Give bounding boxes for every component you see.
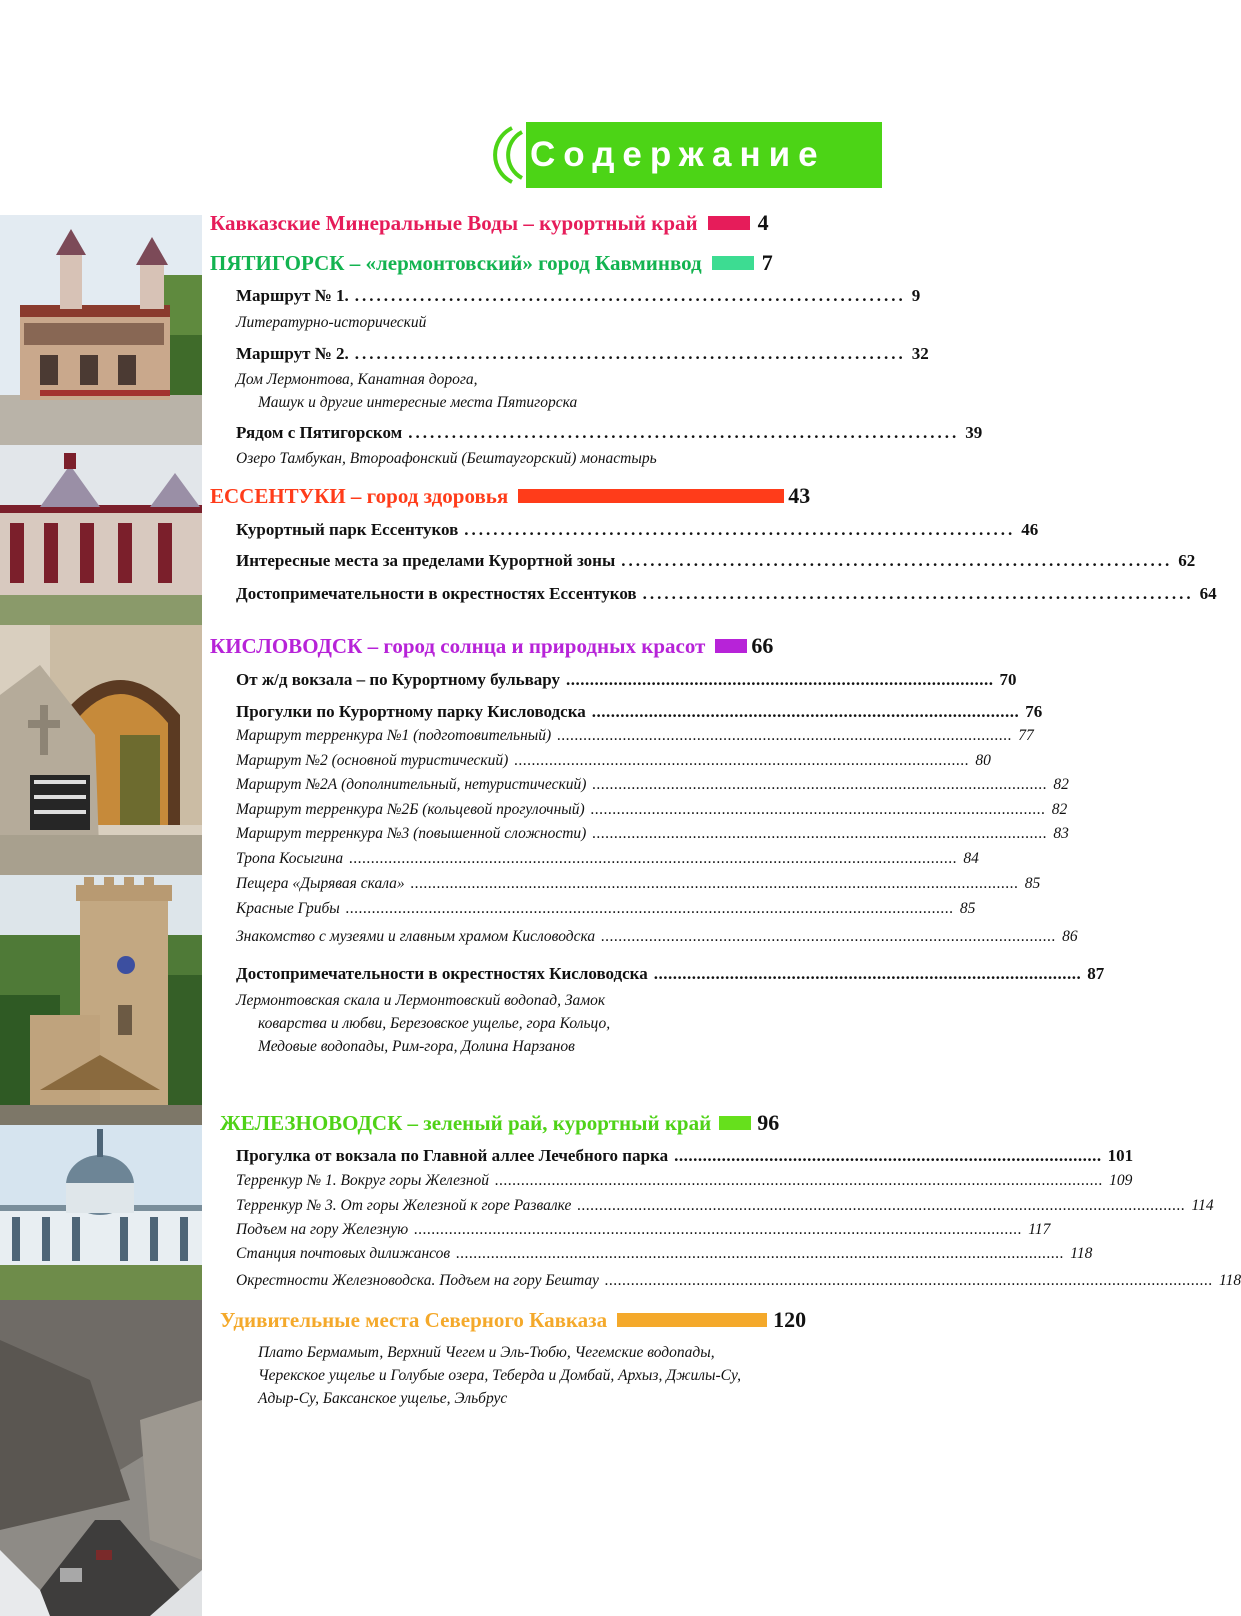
- dot-leader: ...........................................................................................................................................: [495, 1172, 1104, 1189]
- pyatigorsk-building-photo: [0, 215, 202, 445]
- toc-entry-kis-museums[interactable]: [236, 928, 1078, 946]
- section-kislovodsk-bar: [715, 639, 747, 653]
- entry-page: 32: [911, 344, 929, 363]
- entry-label: Достопримечательности в окрестностях Ессентуков: [236, 584, 637, 603]
- entry-label: Достопримечательности в окрестностях Кисловодска: [236, 964, 648, 983]
- entry-label: Знакомство с музеями и главным храмом Кисловодска: [236, 928, 596, 945]
- note-north-caucasus-line2: Черекское ущелье и Голубые озера, Теберда и Домбай, Архыз, Джилы-Су,: [258, 1367, 741, 1384]
- section-essentuki-title: ЕССЕНТУКИ – город здоровья: [210, 483, 509, 508]
- dot-leader: ............................................................................: [354, 286, 906, 305]
- entry-page: 82: [1053, 776, 1069, 793]
- dot-leader: ............................................................................: [408, 423, 960, 442]
- note-kis-surroundings-line1: Лермонтовская скала и Лермонтовский водопад, Замок: [236, 992, 606, 1009]
- contents-header: [498, 122, 882, 188]
- entry-label: Маршрут терренкура №2Б (кольцевой прогулочный): [236, 801, 585, 818]
- section-zheleznovodsk-page: 96: [757, 1110, 780, 1135]
- section-north-caucasus[interactable]: [220, 1305, 806, 1335]
- entry-label: Маршрут № 1.: [236, 286, 349, 305]
- entry-label: Маршрут № 2.: [236, 344, 349, 363]
- entry-page: 83: [1053, 825, 1069, 842]
- section-kislovodsk-page: 66: [751, 633, 774, 658]
- dot-leader: ...........................................................................................................................................: [345, 900, 954, 917]
- entry-label: Прогулка от вокзала по Главной аллее Лечебного парка: [236, 1146, 669, 1165]
- entry-label: Тропа Косыгина: [236, 850, 344, 867]
- toc-entry-kis-cave[interactable]: [236, 875, 1041, 893]
- entry-page: 114: [1191, 1197, 1214, 1214]
- dot-leader: ...........................................................................................................................................: [604, 1272, 1213, 1289]
- toc-entry-kis-boulevard[interactable]: [236, 670, 1017, 690]
- toc-entry-zhel-walk[interactable]: [236, 1146, 1134, 1166]
- entry-page: 64: [1199, 584, 1217, 603]
- toc-entry-pyat-route2[interactable]: [236, 344, 929, 364]
- entry-page: 9: [911, 286, 921, 305]
- section-pyatigorsk-title: ПЯТИГОРСК – «лермонтовский» город Кавминвод: [210, 250, 702, 275]
- entry-page: 70: [999, 670, 1017, 689]
- section-essentuki[interactable]: [210, 481, 810, 511]
- dot-leader: ........................................................................................................: [557, 727, 1013, 744]
- entry-label: Маршрут терренкура №3 (повышенной сложности): [236, 825, 587, 842]
- dot-leader: ...........................................................................................................................................: [456, 1245, 1065, 1262]
- toc-entry-zhel-trail3[interactable]: [236, 1197, 1214, 1215]
- toc-entry-zhel-trail1[interactable]: [236, 1172, 1133, 1190]
- dot-leader: ..........................................................................................: [653, 964, 1082, 983]
- dot-leader: ...........................................................................................................................................: [577, 1197, 1186, 1214]
- note-north-caucasus-line3: Адыр-Су, Баксанское ущелье, Эльбрус: [258, 1390, 508, 1407]
- section-essentuki-bar: [518, 489, 784, 503]
- entry-label: Интересные места за пределами Курортной зоны: [236, 551, 616, 570]
- dot-leader: ............................................................................: [642, 584, 1194, 603]
- entry-page: 87: [1087, 964, 1105, 983]
- section-kmv-page: 4: [757, 210, 769, 235]
- dot-leader: ...........................................................................................................................................: [410, 875, 1019, 892]
- contents-title: Содержание: [530, 135, 826, 174]
- entry-page: 109: [1109, 1172, 1133, 1189]
- entry-page: 84: [963, 850, 979, 867]
- entry-page: 62: [1178, 551, 1196, 570]
- entry-page: 86: [1062, 928, 1078, 945]
- entry-label: Рядом с Пятигорском: [236, 423, 403, 442]
- toc-entry-ess-surroundings[interactable]: [236, 584, 1217, 604]
- entry-label: Прогулки по Курортному парку Кисловодска: [236, 702, 586, 721]
- section-pyatigorsk[interactable]: [210, 248, 773, 278]
- note-kis-surroundings-line2: коварства и любви, Березовское ущелье, гора Кольцо,: [258, 1015, 611, 1032]
- toc-entry-kis-route1[interactable]: [236, 727, 1034, 745]
- toc-entry-pyat-route1[interactable]: [236, 286, 921, 306]
- section-north-caucasus-title: Удивительные места Северного Кавказа: [220, 1307, 608, 1332]
- zheleznovodsk-gallery-photo: [0, 1125, 202, 1300]
- dot-leader: ............................................................................: [354, 344, 906, 363]
- toc-entry-kis-route2b[interactable]: [236, 801, 1068, 819]
- section-kislovodsk-title: КИСЛОВОДСК – город солнца и природных красот: [210, 633, 706, 658]
- toc-entry-kis-route2[interactable]: [236, 752, 991, 770]
- note-pyat-route2-line1: Дом Лермонтова, Канатная дорога,: [236, 371, 478, 388]
- toc-entry-ess-park[interactable]: [236, 520, 1039, 540]
- entry-page: 101: [1107, 1146, 1134, 1165]
- entry-label: Красные Грибы: [236, 900, 340, 917]
- entry-label: От ж/д вокзала – по Курортному бульвару: [236, 670, 561, 689]
- dot-leader: ..........................................................................................: [674, 1146, 1102, 1165]
- entry-page: 118: [1218, 1272, 1241, 1289]
- toc-entry-kis-red-mushrooms[interactable]: [236, 900, 976, 918]
- mountain-road-photo: [0, 1300, 202, 1616]
- note-pyat-nearby: Озеро Тамбукан, Второафонский (Бештаугорский) монастырь: [236, 450, 657, 467]
- toc-entry-zhel-beshtau[interactable]: [236, 1272, 1241, 1290]
- section-north-caucasus-page: 120: [773, 1307, 807, 1332]
- entry-page: 118: [1070, 1245, 1093, 1262]
- note-north-caucasus-line1: Плато Бермамыт, Верхний Чегем и Эль-Тюбю, Чегемские водопады,: [258, 1344, 715, 1361]
- kislovodsk-castle-tower-photo: [0, 875, 202, 1125]
- entry-label: Терренкур № 3. От горы Железной к горе Развалке: [236, 1197, 572, 1214]
- toc-entry-zhel-postal-station[interactable]: [236, 1245, 1093, 1263]
- toc-entry-pyat-nearby[interactable]: [236, 423, 983, 443]
- entry-page: 46: [1021, 520, 1039, 539]
- note-pyat-route1: Литературно-исторический: [236, 314, 427, 331]
- toc-entry-kis-route3[interactable]: [236, 825, 1069, 843]
- kislovodsk-arch-photo: [0, 625, 202, 875]
- section-kislovodsk[interactable]: [210, 631, 773, 661]
- dot-leader: ............................................................................: [621, 551, 1173, 570]
- entry-label: Подъем на гору Железную: [236, 1221, 409, 1238]
- toc-entry-kis-kosygin-trail[interactable]: [236, 850, 979, 868]
- dot-leader: ..........................................................................................: [591, 702, 1020, 721]
- entry-label: Маршрут №2 (основной туристический): [236, 752, 509, 769]
- entry-label: Пещера «Дырявая скала»: [236, 875, 405, 892]
- toc-entry-kis-route2a[interactable]: [236, 776, 1069, 794]
- dot-leader: ........................................................................................................: [590, 801, 1046, 818]
- section-kmv-bar: [708, 216, 750, 230]
- dot-leader: ...........................................................................................................................................: [414, 1221, 1023, 1238]
- entry-label: Терренкур № 1. Вокруг горы Железной: [236, 1172, 490, 1189]
- section-zheleznovodsk[interactable]: [220, 1108, 779, 1138]
- entry-page: 82: [1051, 801, 1068, 818]
- section-pyatigorsk-page: 7: [761, 250, 773, 275]
- toc-entry-kis-park-walks[interactable]: [236, 702, 1043, 722]
- entry-page: 117: [1028, 1221, 1051, 1238]
- entry-label: Маршрут терренкура №1 (подготовительный): [236, 727, 552, 744]
- entry-label: Маршрут №2А (дополнительный, нетуристический): [236, 776, 587, 793]
- entry-page: 76: [1025, 702, 1043, 721]
- essentuki-pavilion-photo: [0, 445, 202, 625]
- section-kmv-title: Кавказские Минеральные Воды – курортный край: [210, 210, 698, 235]
- dot-leader: ........................................................................................................: [592, 825, 1048, 842]
- entry-label: Окрестности Железноводска. Подъем на гору Бештау: [236, 1272, 599, 1289]
- entry-page: 39: [965, 423, 983, 442]
- entry-page: 80: [975, 752, 991, 769]
- note-kis-surroundings-line3: Медовые водопады, Рим-гора, Долина Нарзанов: [258, 1038, 575, 1055]
- note-pyat-route2-line2: Машук и другие интересные места Пятигорска: [258, 394, 578, 411]
- dot-leader: ........................................................................................................: [592, 776, 1048, 793]
- entry-page: 85: [1024, 875, 1041, 892]
- dot-leader: ...........................................................................................................................................: [349, 850, 958, 867]
- entry-page: 85: [959, 900, 976, 917]
- dot-leader: ........................................................................................................: [514, 752, 970, 769]
- section-essentuki-page: 43: [788, 483, 811, 508]
- section-zheleznovodsk-title: ЖЕЛЕЗНОВОДСК – зеленый рай, курортный край: [220, 1110, 712, 1135]
- toc-entry-ess-outside[interactable]: [236, 551, 1196, 571]
- entry-label: Станция почтовых дилижансов: [236, 1245, 451, 1262]
- entry-page: 77: [1018, 727, 1034, 744]
- dot-leader: ........................................................................................................: [601, 928, 1057, 945]
- section-zheleznovodsk-bar: [719, 1116, 751, 1130]
- entry-label: Курортный парк Ессентуков: [236, 520, 459, 539]
- dot-leader: ............................................................................: [464, 520, 1016, 539]
- toc-entry-kis-surroundings[interactable]: [236, 964, 1105, 984]
- section-north-caucasus-bar: [617, 1313, 767, 1327]
- section-kmv[interactable]: [210, 208, 769, 238]
- section-pyatigorsk-bar: [712, 256, 754, 270]
- dot-leader: ..........................................................................................: [566, 670, 994, 689]
- toc-entry-zhel-ascent[interactable]: [236, 1221, 1051, 1239]
